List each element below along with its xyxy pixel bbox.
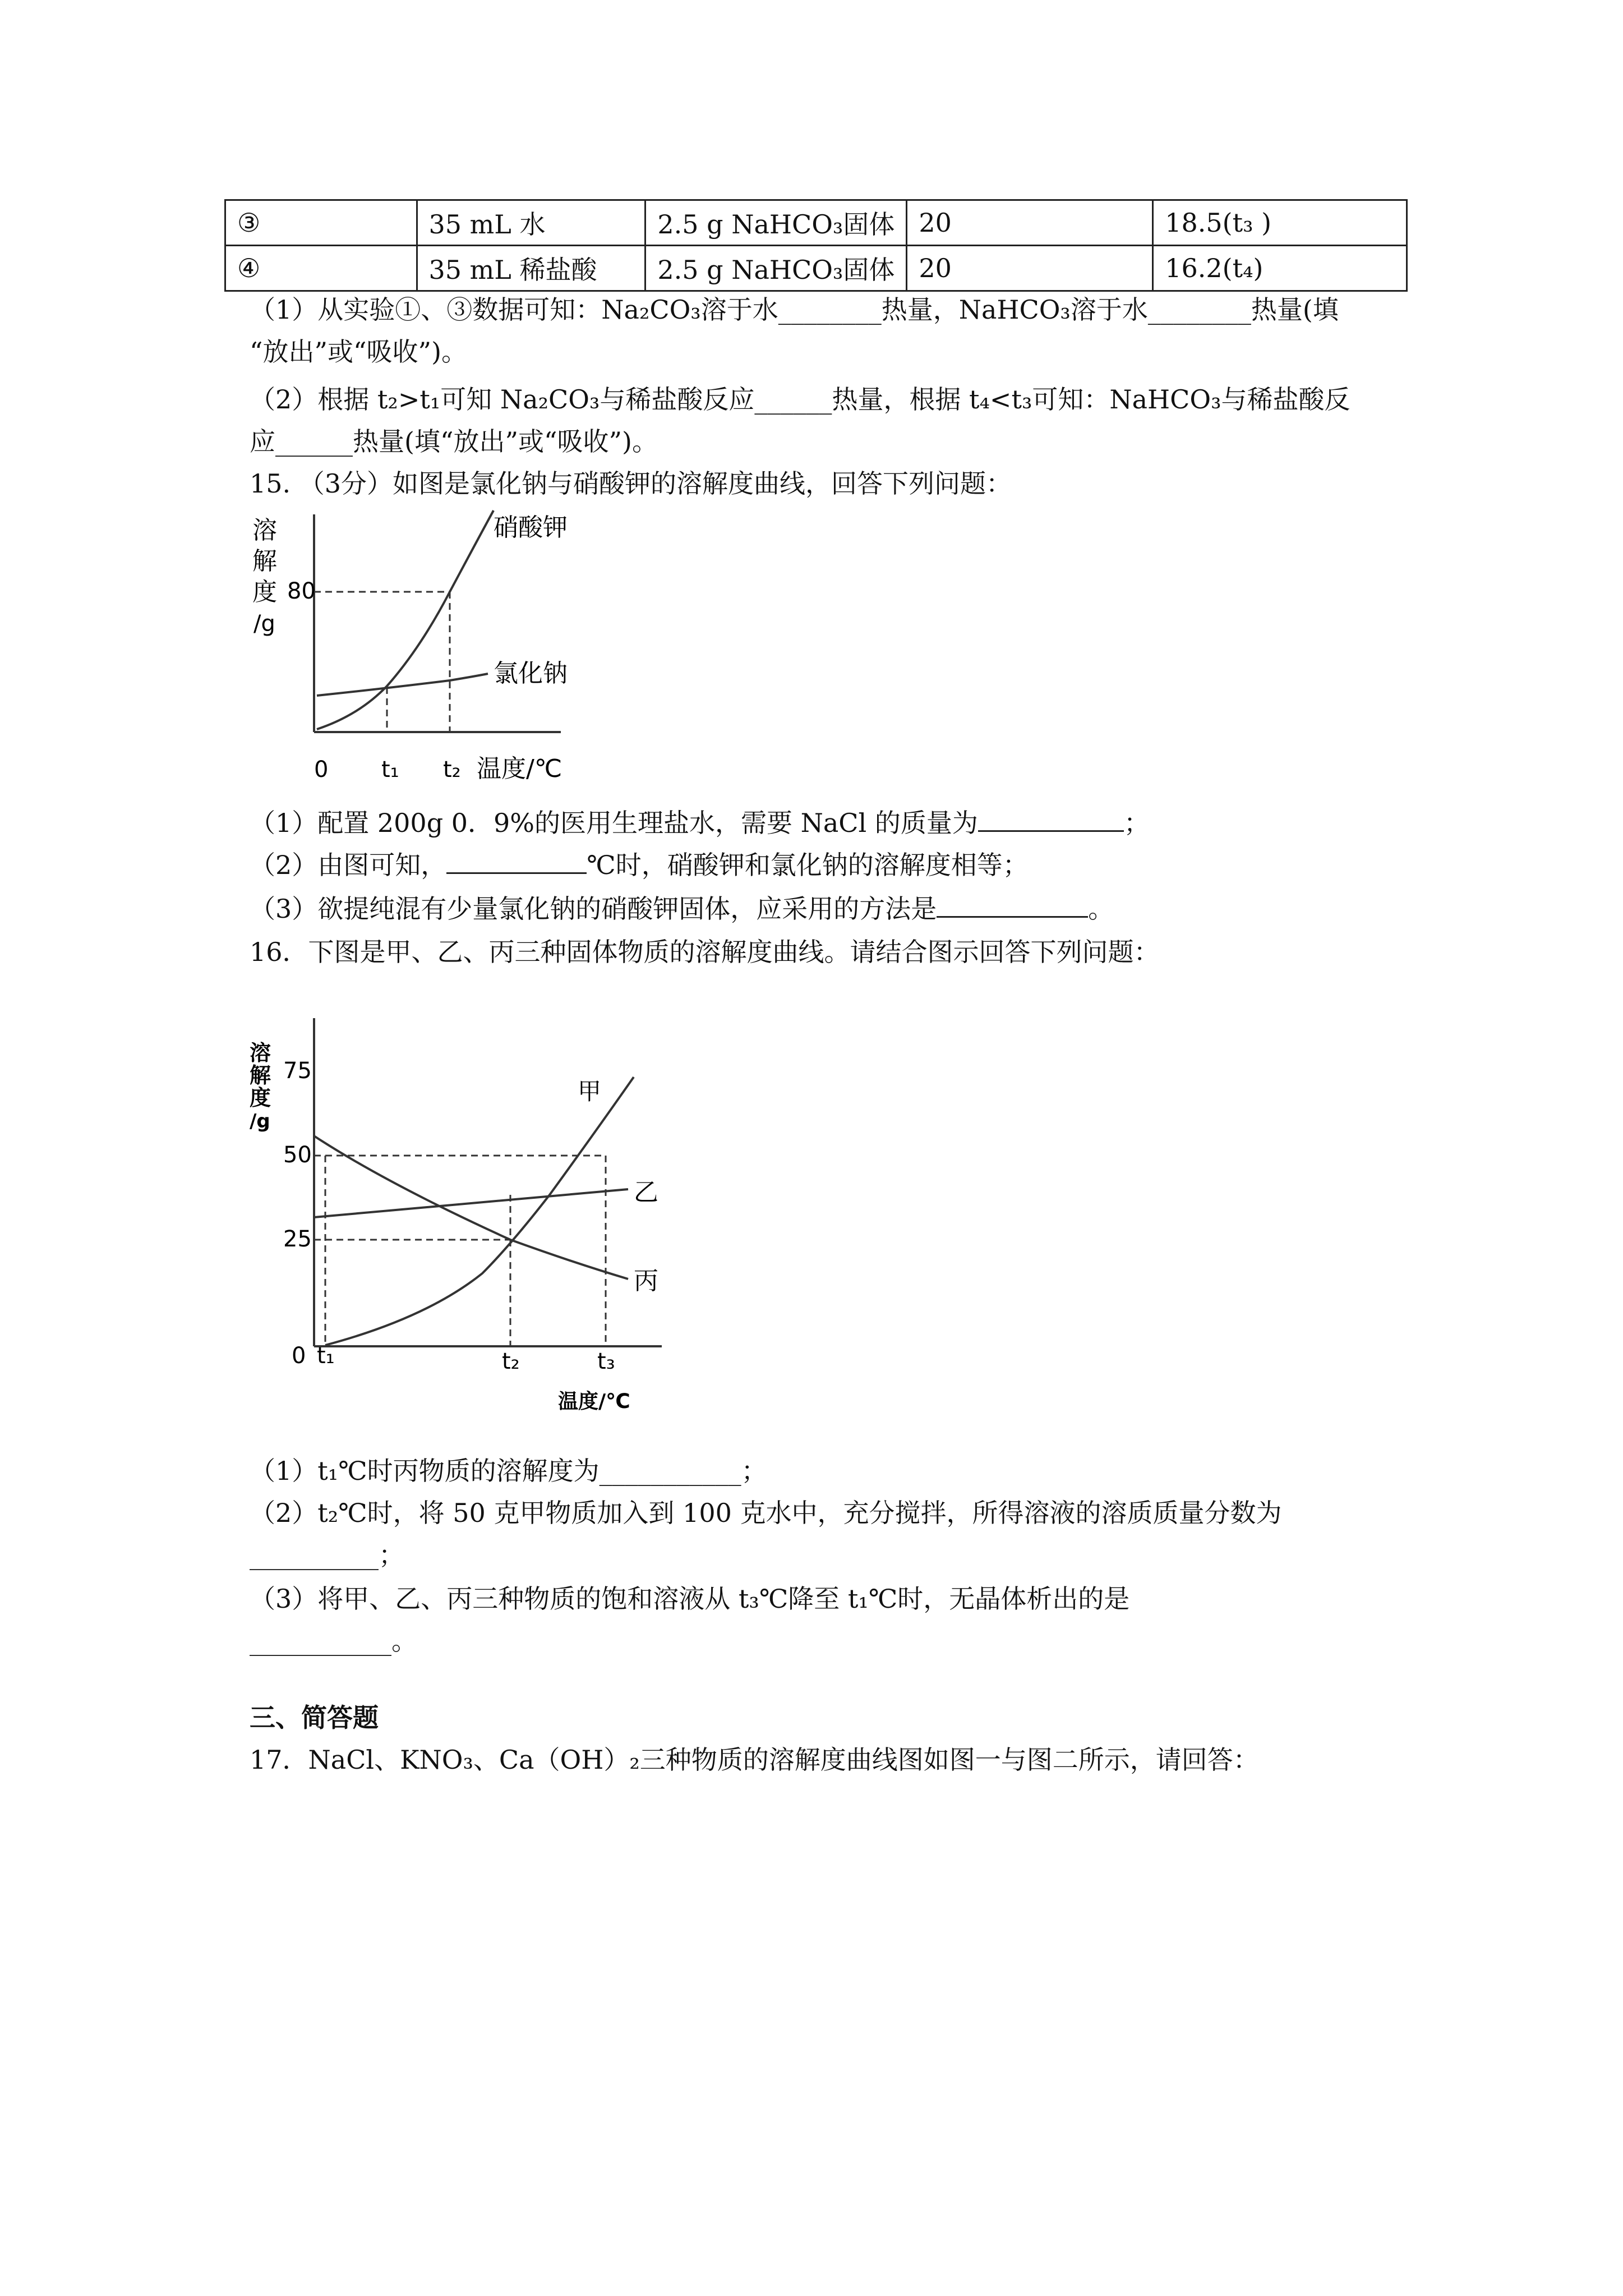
- series-label-jia: 甲: [578, 1078, 602, 1105]
- x-tick-label: t₂: [443, 757, 461, 783]
- y-label-char: 度: [252, 578, 277, 606]
- q16-sub2-line1: （2）t₂℃时，将 50 克甲物质加入到 100 克水中，充分搅拌，所得溶液的溶质质量分数为: [250, 1498, 1282, 1528]
- curve-kno3: [317, 510, 494, 729]
- q14-part1-line1: （1）从实验①、③数据可知：Na₂CO₃溶于水________热量，NaHCO₃溶于水________热量(填: [250, 295, 1339, 325]
- q16-solubility-chart: [247, 1015, 673, 1419]
- y-label-char: 溶: [250, 1041, 271, 1065]
- q15-sub3-end: 。: [1088, 894, 1114, 924]
- q15-sub2-text: （2）由图可知，: [250, 850, 447, 880]
- experiment-table: [224, 199, 1408, 292]
- section-heading: 三、简答题: [250, 1703, 379, 1733]
- q15-title: 15. （3分）如图是氯化钠与硝酸钾的溶解度曲线，回答下列问题：: [250, 468, 1012, 499]
- q16-sub1: （1）t₁℃时丙物质的溶解度为___________；: [250, 1456, 767, 1486]
- table-cell: 2.5 g NaHCO₃固体: [645, 246, 907, 291]
- q16-sub3-line1: （3）将甲、乙、丙三种物质的饱和溶液从 t₃℃降至 t₁℃时，无晶体析出的是: [250, 1584, 1130, 1614]
- y-label-char: 溶: [252, 516, 277, 545]
- y-label-char: 解: [250, 1063, 271, 1088]
- table-row: [225, 246, 1407, 291]
- series-label-bing: 丙: [634, 1267, 658, 1295]
- answer-blank[interactable]: [978, 808, 1124, 832]
- x-axis-label: 温度/℃: [558, 1390, 630, 1413]
- series-label-kno3: 硝酸钾: [494, 513, 568, 542]
- q15-sub3-text: （3）欲提纯混有少量氯化钠的硝酸钾固体，应采用的方法是: [250, 894, 937, 924]
- y-label-char: /g: [253, 611, 275, 637]
- y-tick-label: 75: [283, 1058, 312, 1084]
- answer-blank[interactable]: [937, 894, 1088, 918]
- table-cell: ③: [225, 200, 417, 246]
- table-cell: ④: [225, 246, 417, 291]
- table-cell: 20: [907, 246, 1153, 291]
- x-tick-label: t₃: [597, 1349, 615, 1374]
- y-label-char: 解: [252, 547, 277, 576]
- curve-yi: [314, 1189, 628, 1217]
- y-label-char: 度: [250, 1085, 271, 1110]
- table-cell: 35 mL 水: [417, 200, 645, 246]
- q17-text: 17．NaCl、KNO₃、Ca（OH）₂三种物质的溶解度曲线图如图一与图二所示，请回答：: [250, 1745, 1259, 1775]
- table-cell: 2.5 g NaHCO₃固体: [645, 200, 907, 246]
- answer-blank[interactable]: [446, 850, 587, 874]
- table-cell: 18.5(t₃ ): [1153, 200, 1407, 246]
- x-tick-label: 0: [314, 757, 329, 783]
- table-cell: 35 mL 稀盐酸: [417, 246, 645, 291]
- q15-solubility-chart: [247, 508, 606, 799]
- series-label-yi: 乙: [634, 1178, 658, 1207]
- y-tick-label: 50: [283, 1142, 312, 1168]
- x-tick-label: t₁: [317, 1343, 335, 1369]
- q15-sub2: [250, 847, 1029, 883]
- y-label-char: /g: [250, 1110, 270, 1133]
- x-axis-label: 温度/℃: [477, 754, 562, 783]
- x-tick-label: t₂: [502, 1349, 520, 1374]
- q16-title: 16．下图是甲、乙、丙三种固体物质的溶解度曲线。请结合图示回答下列问题：: [250, 937, 1160, 967]
- q16-sub2-line2: __________；: [250, 1540, 404, 1570]
- y-tick-label: 80: [287, 578, 316, 604]
- curve-bing: [314, 1136, 628, 1279]
- q15-sub2-end: ℃时，硝酸钾和氯化钠的溶解度相等；: [587, 850, 1029, 880]
- x-tick-label: t₁: [381, 757, 399, 783]
- curve-nacl: [317, 674, 488, 696]
- q15-sub1-text: （1）配置 200g 0．9%的医用生理盐水，需要 NaCl 的质量为: [250, 808, 978, 838]
- y-tick-label: 25: [283, 1226, 312, 1252]
- series-label-nacl: 氯化钠: [494, 659, 568, 688]
- q14-part1-line2: “放出”或“吸收”)。: [250, 337, 468, 367]
- q14-part2-line1: （2）根据 t₂>t₁可知 Na₂CO₃与稀盐酸反应______热量，根据 t₄<t₃可知：NaHCO₃与稀盐酸反: [250, 384, 1350, 415]
- table-cell: 20: [907, 200, 1153, 246]
- y-tick-label: 0: [292, 1343, 306, 1369]
- q15-sub3: [250, 891, 1114, 927]
- q15-sub1: [250, 805, 1150, 841]
- table-cell: 16.2(t₄): [1153, 246, 1407, 291]
- q16-sub3-line2: ___________。: [250, 1626, 417, 1656]
- q14-part2-line2: 应______热量(填“放出”或“吸收”)。: [250, 426, 658, 457]
- q15-sub1-end: ；: [1123, 808, 1150, 838]
- table-row: [225, 200, 1407, 246]
